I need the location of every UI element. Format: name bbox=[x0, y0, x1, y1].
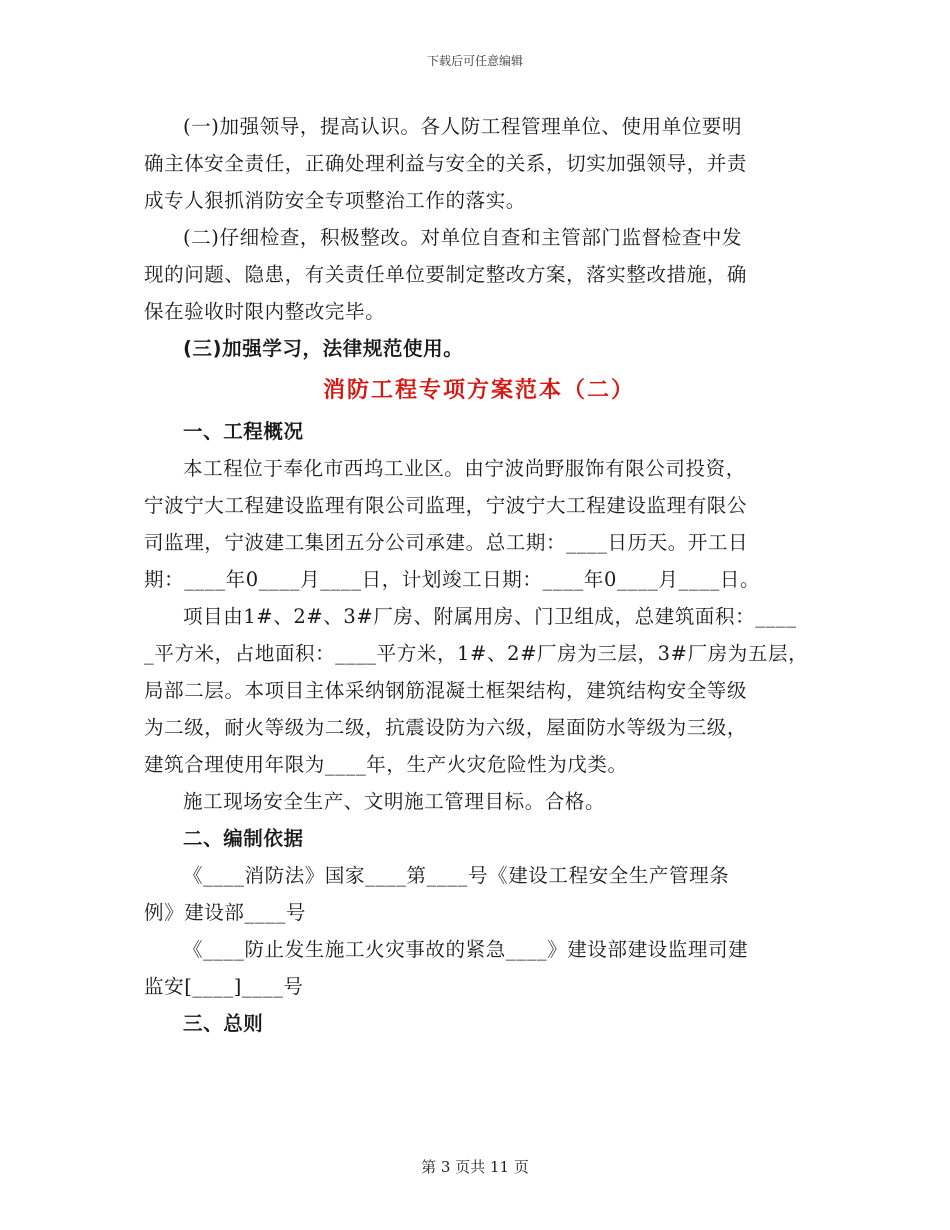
text-line: 监安[____]____号 bbox=[144, 975, 304, 998]
text-line: 期：____年0____月____日，计划竣工日期：____年0____月____日。 bbox=[144, 568, 761, 591]
text-line: 《____消防法》国家____第____号《建设工程安全生产管理条 bbox=[183, 864, 730, 887]
document-body bbox=[144, 108, 814, 1042]
text-line: (二)仔细检查，积极整改。对单位自查和主管部门监督检查中发 bbox=[183, 226, 743, 249]
paragraph-strengthen-study: (三)加强学习，法律规范使用。 bbox=[183, 337, 464, 360]
text-line: 司监理，宁波建工集团五分公司承建。总工期：____日历天。开工日 bbox=[144, 531, 749, 554]
text-line: 保在验收时限内整改完毕。 bbox=[144, 300, 386, 323]
section-heading-overview: 一、工程概况 bbox=[183, 420, 304, 443]
text-line: 《____防止发生施工火灾事故的紧急____》建设部建设监理司建 bbox=[183, 938, 749, 961]
text-line: 局部二层。本项目主体采纳钢筋混凝土框架结构，建筑结构安全等级 bbox=[144, 679, 748, 702]
document-title: 消防工程专项方案范本（二） bbox=[322, 378, 635, 403]
section-heading-basis: 二、编制依据 bbox=[183, 827, 304, 850]
page-header-note: 下载后可任意编辑 bbox=[426, 54, 523, 68]
text-line: _平方米，占地面积：____平方米，1#、2#厂房为三层，3#厂房为五层， bbox=[144, 642, 809, 665]
paragraph-management-goal: 施工现场安全生产、文明施工管理目标。合格。 bbox=[183, 790, 606, 813]
paragraph-reference-fire-law bbox=[144, 857, 814, 931]
text-line: 现的问题、隐患，有关责任单位要制定整改方案，落实整改措施，确 bbox=[144, 263, 748, 286]
text-line: 项目由1#、2#、3#厂房、附属用房、门卫组成，总建筑面积：____ bbox=[183, 605, 797, 628]
section-heading-general: 三、总则 bbox=[183, 1012, 264, 1035]
text-line: (一)加强领导，提高认识。各人防工程管理单位、使用单位要明 bbox=[183, 115, 743, 138]
text-line: 宁波宁大工程建设监理有限公司监理，宁波宁大工程建设监理有限公 bbox=[144, 494, 748, 517]
paragraph-strengthen-leadership bbox=[144, 108, 814, 219]
paragraph-careful-inspection bbox=[144, 219, 814, 330]
text-line: 确主体安全责任，正确处理利益与安全的关系，切实加强领导，并责 bbox=[144, 152, 748, 175]
text-line: 建筑合理使用年限为____年，生产火灾危险性为戊类。 bbox=[144, 753, 628, 776]
text-line: 为二级，耐火等级为二级，抗震设防为六级，屋面防水等级为三级， bbox=[144, 716, 748, 739]
text-line: 例》建设部____号 bbox=[144, 901, 306, 924]
page-number: 第 3 页共 11 页 bbox=[421, 1158, 529, 1176]
text-line: 成专人狠抓消防安全专项整治工作的落实。 bbox=[144, 189, 526, 212]
paragraph-project-location bbox=[144, 450, 814, 598]
paragraph-project-composition bbox=[144, 598, 814, 783]
paragraph-reference-emergency bbox=[144, 931, 814, 1005]
text-line: 本工程位于奉化市西坞工业区。由宁波尚野服饰有限公司投资， bbox=[183, 457, 746, 480]
